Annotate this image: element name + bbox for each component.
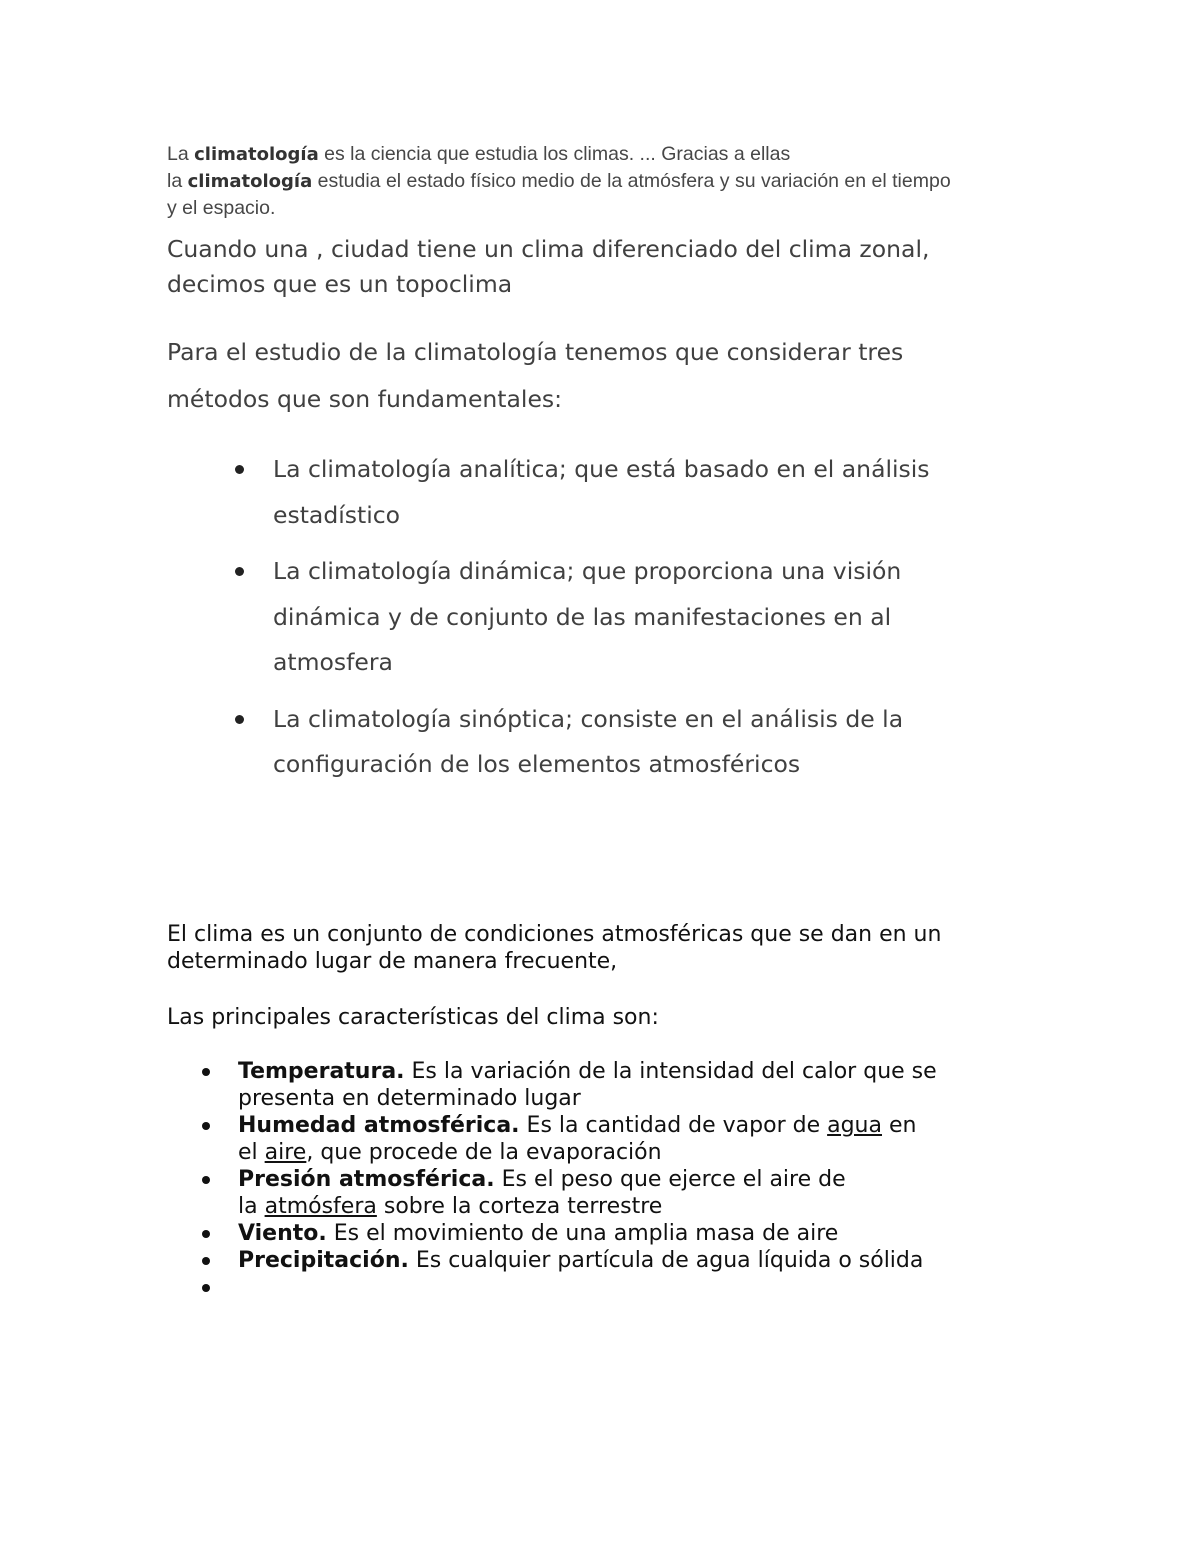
estudio-paragraph	[167, 329, 1067, 423]
list-item-text	[238, 1247, 1060, 1274]
intro-paragraph	[167, 141, 1047, 222]
estudio-line: Para el estudio de la climatología tenemos que considerar tres	[167, 338, 904, 366]
intro-line-1	[167, 141, 1047, 168]
list-item-text: dinámica y de conjunto de las manifestaciones en al	[273, 602, 892, 631]
list-item	[200, 1274, 1060, 1301]
list-item-text	[238, 1058, 1060, 1085]
clima-paragraph	[167, 921, 1067, 975]
intro-text: estudia el estado físico medio de la atmósfera y su variación en el tiempo	[312, 170, 951, 192]
bullet-icon	[202, 1176, 210, 1184]
term-description: en	[881, 1113, 917, 1138]
list-item	[200, 1166, 1060, 1220]
list-item	[200, 1247, 1060, 1274]
list-item	[233, 549, 1053, 686]
list-item	[200, 1058, 1060, 1112]
bullet-icon	[202, 1284, 210, 1292]
caracteristicas-heading: Las principales características del clima son:	[167, 1005, 659, 1030]
term-description: Es el peso que ejerce el aire de	[494, 1167, 846, 1192]
list-item-text: estadístico	[273, 500, 401, 529]
list-item-text: La climatología sinóptica; consiste en el análisis de la	[273, 704, 904, 733]
topoclima-line: decimos que es un topoclima	[167, 270, 513, 298]
term-label: Humedad atmosférica.	[238, 1113, 520, 1138]
list-item-text: La climatología dinámica; que proporciona una visión	[273, 557, 902, 585]
bullet-icon	[202, 1230, 210, 1238]
link-atmosfera[interactable]: atmósfera	[264, 1194, 377, 1219]
list-item	[200, 1220, 1060, 1247]
bullet-icon	[235, 715, 244, 724]
clima-line: El clima es un conjunto de condiciones atmosféricas que se dan en un	[167, 922, 942, 947]
topoclima-line: Cuando una , ciudad tiene un clima diferenciado del clima zonal,	[167, 235, 930, 263]
list-item	[233, 447, 1053, 538]
link-aire[interactable]: aire	[264, 1140, 307, 1165]
list-item-text: configuración de los elementos atmosféricos	[273, 750, 801, 778]
term-description: Es el movimiento de una amplia masa de aire	[326, 1221, 839, 1246]
bullet-icon	[235, 567, 244, 576]
link-agua[interactable]: agua	[827, 1113, 882, 1138]
term-label: Precipitación.	[238, 1248, 409, 1273]
list-item-text	[238, 1193, 1060, 1220]
keyword-climatologia: climatología	[187, 171, 313, 192]
list-item-text	[238, 1112, 1060, 1139]
list-item-text	[238, 1139, 1060, 1166]
methods-list	[233, 447, 1053, 799]
term-description: Es cualquier partícula de agua líquida o sólida	[408, 1248, 924, 1273]
term-description: la	[238, 1194, 265, 1219]
term-description: presenta en determinado lugar	[238, 1086, 581, 1111]
term-label: Temperatura.	[238, 1059, 405, 1084]
bullet-icon	[202, 1122, 210, 1130]
list-item-text	[238, 1166, 1060, 1193]
bullet-icon	[202, 1068, 210, 1076]
list-item-text: atmosfera	[273, 648, 393, 676]
clima-line: determinado lugar de manera frecuente,	[167, 949, 618, 974]
list-item	[200, 1112, 1060, 1166]
estudio-line: métodos que son fundamentales:	[167, 385, 563, 413]
bullet-icon	[202, 1257, 210, 1265]
term-description: sobre la corteza terrestre	[376, 1194, 663, 1219]
characteristics-list	[200, 1058, 1060, 1301]
term-description: Es la variación de la intensidad del calor que se	[404, 1059, 937, 1084]
term-description: el	[238, 1140, 265, 1165]
list-item	[233, 697, 1053, 788]
keyword-climatologia: climatología	[194, 144, 319, 165]
intro-line-3: y el espacio.	[167, 197, 276, 219]
list-item-text	[238, 1220, 1060, 1247]
intro-text: la	[167, 170, 188, 192]
intro-line-2	[167, 168, 1047, 195]
bullet-icon	[235, 465, 244, 474]
term-label: Presión atmosférica.	[238, 1167, 495, 1192]
intro-text: es la ciencia que estudia los climas. ... Gracias a ellas	[318, 143, 791, 165]
topoclima-paragraph	[167, 232, 1067, 302]
intro-text: La	[167, 143, 195, 165]
term-description: Es la cantidad de vapor de	[519, 1113, 828, 1138]
term-label: Viento.	[238, 1221, 327, 1246]
list-item-text: La climatología analítica; que está basado en el análisis	[273, 455, 930, 483]
term-description: , que procede de la evaporación	[306, 1140, 662, 1165]
